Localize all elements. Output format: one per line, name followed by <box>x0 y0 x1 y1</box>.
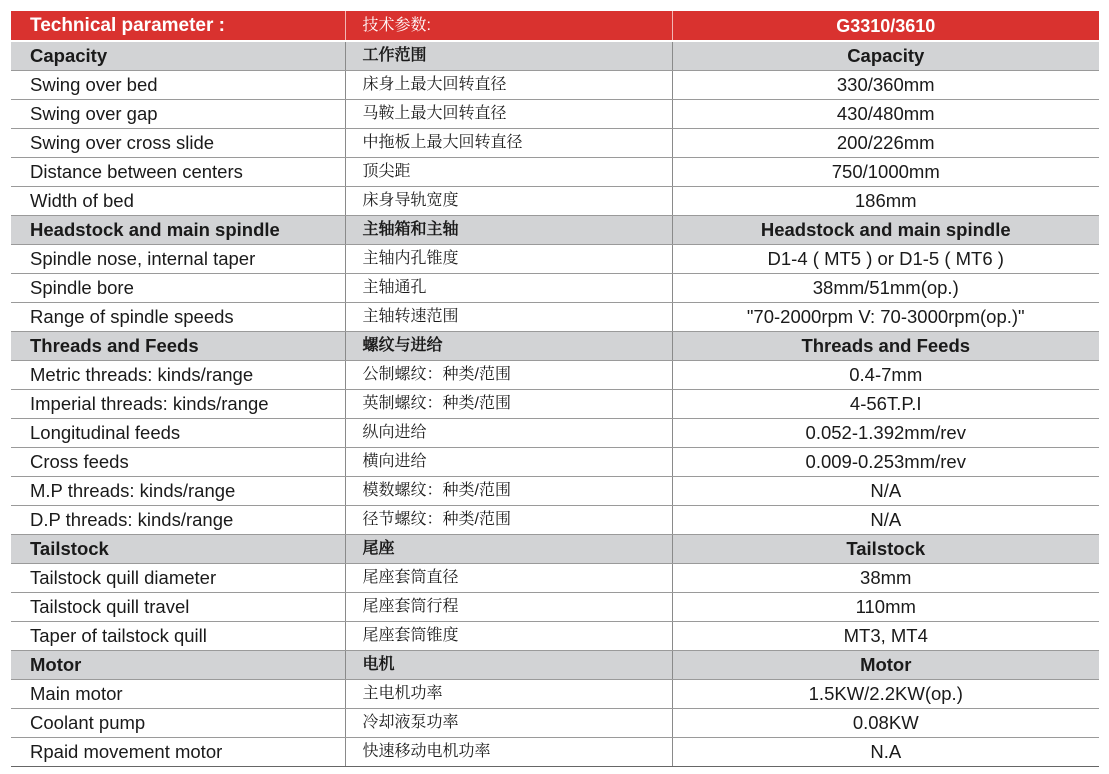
parameter-name-en: Tailstock quill travel <box>11 593 345 622</box>
parameter-name-en: Distance between centers <box>11 158 345 187</box>
table-row <box>11 622 1099 651</box>
parameter-value: 750/1000mm <box>672 158 1099 187</box>
table-row <box>11 100 1099 129</box>
table-row <box>11 477 1099 506</box>
parameter-value: 0.08KW <box>672 709 1099 738</box>
parameter-name-zh: 中拖板上最大回转直径 <box>345 129 672 158</box>
parameter-name-en: Swing over gap <box>11 100 345 129</box>
parameter-name-en: Swing over bed <box>11 71 345 100</box>
parameter-name-en: Taper of tailstock quill <box>11 622 345 651</box>
table-row <box>11 71 1099 100</box>
table-row <box>11 448 1099 477</box>
section-parameter-name-en: Threads and Feeds <box>11 332 345 361</box>
table-row <box>11 593 1099 622</box>
parameter-value: 430/480mm <box>672 100 1099 129</box>
parameter-name-en: Cross feeds <box>11 448 345 477</box>
parameter-name-zh: 尾座套筒直径 <box>345 564 672 593</box>
parameter-name-en: Rpaid movement motor <box>11 738 345 767</box>
section-parameter-name-en: Headstock and main spindle <box>11 216 345 245</box>
header-chinese-title: 技术参数: <box>345 11 672 41</box>
parameter-value: 0.4-7mm <box>672 361 1099 390</box>
parameter-value: 330/360mm <box>672 71 1099 100</box>
parameter-name-zh: 冷却液泵功率 <box>345 709 672 738</box>
parameter-name-zh: 纵向进给 <box>345 419 672 448</box>
section-parameter-value: Motor <box>672 651 1099 680</box>
parameter-value: N/A <box>672 506 1099 535</box>
table-row <box>11 390 1099 419</box>
table-row <box>11 680 1099 709</box>
header-english-title: Technical parameter : <box>11 11 345 41</box>
technical-parameter-table <box>11 11 1099 767</box>
header-model: G3310/3610 <box>672 11 1099 41</box>
parameter-name-en: Spindle bore <box>11 274 345 303</box>
section-parameter-value: Headstock and main spindle <box>672 216 1099 245</box>
parameter-name-zh: 尾座套筒锥度 <box>345 622 672 651</box>
parameter-name-en: M.P threads: kinds/range <box>11 477 345 506</box>
table-row <box>11 738 1099 767</box>
parameter-name-en: Coolant pump <box>11 709 345 738</box>
parameter-value: 186mm <box>672 187 1099 216</box>
parameter-name-zh: 顶尖距 <box>345 158 672 187</box>
parameter-name-zh: 公制螺纹：种类/范围 <box>345 361 672 390</box>
section-row <box>11 41 1099 71</box>
parameter-name-zh: 主电机功率 <box>345 680 672 709</box>
parameter-value: 4-56T.P.I <box>672 390 1099 419</box>
table-row <box>11 506 1099 535</box>
section-parameter-name-zh: 尾座 <box>345 535 672 564</box>
section-parameter-name-en: Tailstock <box>11 535 345 564</box>
parameter-name-en: Metric threads: kinds/range <box>11 361 345 390</box>
table-row <box>11 158 1099 187</box>
parameter-name-en: Swing over cross slide <box>11 129 345 158</box>
parameter-name-zh: 主轴内孔锥度 <box>345 245 672 274</box>
parameter-name-zh: 尾座套筒行程 <box>345 593 672 622</box>
table-row <box>11 187 1099 216</box>
table-row <box>11 564 1099 593</box>
parameter-name-zh: 横向进给 <box>345 448 672 477</box>
parameter-name-en: Spindle nose, internal taper <box>11 245 345 274</box>
table-row <box>11 361 1099 390</box>
parameter-value: 110mm <box>672 593 1099 622</box>
section-parameter-value: Capacity <box>672 41 1099 71</box>
table-row <box>11 709 1099 738</box>
parameter-value: "70-2000rpm V: 70-3000rpm(op.)" <box>672 303 1099 332</box>
section-row <box>11 332 1099 361</box>
section-parameter-name-en: Motor <box>11 651 345 680</box>
table-row <box>11 245 1099 274</box>
parameter-value: MT3, MT4 <box>672 622 1099 651</box>
section-parameter-name-zh: 电机 <box>345 651 672 680</box>
parameter-value: N/A <box>672 477 1099 506</box>
parameter-value: 1.5KW/2.2KW(op.) <box>672 680 1099 709</box>
section-row <box>11 216 1099 245</box>
table-row <box>11 129 1099 158</box>
parameter-name-zh: 床身导轨宽度 <box>345 187 672 216</box>
parameter-value: 0.009-0.253mm/rev <box>672 448 1099 477</box>
parameter-name-en: Longitudinal feeds <box>11 419 345 448</box>
section-parameter-name-zh: 工作范围 <box>345 41 672 71</box>
parameter-name-en: Main motor <box>11 680 345 709</box>
parameter-value: 0.052-1.392mm/rev <box>672 419 1099 448</box>
section-parameter-value: Threads and Feeds <box>672 332 1099 361</box>
parameter-value: N.A <box>672 738 1099 767</box>
table-row <box>11 303 1099 332</box>
section-row <box>11 535 1099 564</box>
parameter-value: 200/226mm <box>672 129 1099 158</box>
parameter-name-zh: 主轴转速范围 <box>345 303 672 332</box>
table-header-row <box>11 11 1099 41</box>
parameter-name-en: Imperial threads: kinds/range <box>11 390 345 419</box>
parameter-name-zh: 英制螺纹：种类/范围 <box>345 390 672 419</box>
parameter-value: 38mm <box>672 564 1099 593</box>
parameter-name-zh: 快速移动电机功率 <box>345 738 672 767</box>
section-parameter-name-zh: 主轴箱和主轴 <box>345 216 672 245</box>
parameter-name-zh: 模数螺纹：种类/范围 <box>345 477 672 506</box>
parameter-name-zh: 主轴通孔 <box>345 274 672 303</box>
parameter-name-zh: 床身上最大回转直径 <box>345 71 672 100</box>
section-parameter-name-zh: 螺纹与进给 <box>345 332 672 361</box>
parameter-value: D1-4 ( MT5 ) or D1-5 ( MT6 ) <box>672 245 1099 274</box>
parameter-name-en: Range of spindle speeds <box>11 303 345 332</box>
section-parameter-value: Tailstock <box>672 535 1099 564</box>
table-body <box>11 41 1099 767</box>
parameter-name-en: Width of bed <box>11 187 345 216</box>
section-row <box>11 651 1099 680</box>
section-parameter-name-en: Capacity <box>11 41 345 71</box>
parameter-name-en: Tailstock quill diameter <box>11 564 345 593</box>
parameter-name-en: D.P threads: kinds/range <box>11 506 345 535</box>
table-row <box>11 419 1099 448</box>
parameter-name-zh: 马鞍上最大回转直径 <box>345 100 672 129</box>
parameter-value: 38mm/51mm(op.) <box>672 274 1099 303</box>
parameter-name-zh: 径节螺纹：种类/范围 <box>345 506 672 535</box>
table-row <box>11 274 1099 303</box>
